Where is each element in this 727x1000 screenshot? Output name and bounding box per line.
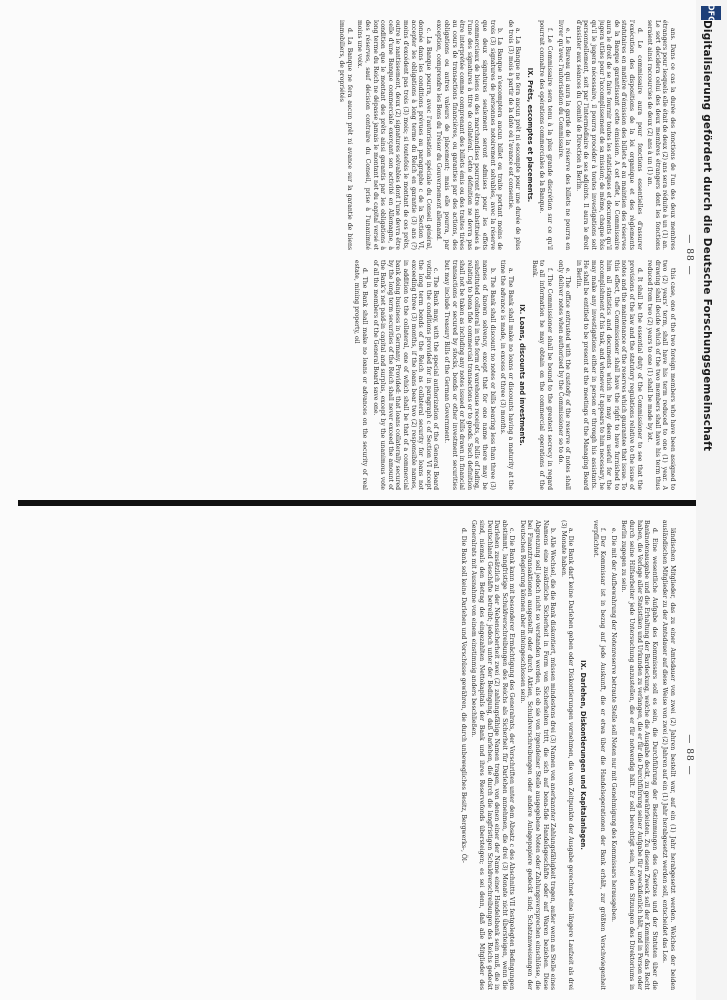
paragraph: b. La Banque n'escomptera aucun billet ou traite portant moins de trois (3) signatures de personnes notoirement solvables, avec la réserve que deux signatures seulement seront admises pour les effets commerciaux de biens ou des marchandises pourront être substituées à l'une des signatures à titre de collatéral. Cette définition ne devra pas être interprétée comme comprenant des billets émis ou des traites tirées au cours de transactions financières, ou garanties par des actions, des obligations ou autres valeurs de placement; mais elle pourra, par exception, comprendre les Bons du Trésor du Gouvernement allemand. [435, 20, 504, 250]
paragraph: d. Eine wesentliche Aufgabe des Kommissars soll es sein, die Durchführung der Bestimmungen des Gesetzes und der Statuten über die Banknotenausgabe und die Erhaltung der Bardeckung, welche die Ausgabe deckt, zu gewährleisten. Zu diesem Zweck soll der Kommissar das Recht haben, die Vorlage aller Statistiken und Urkunden zu verlangen, die er für die Durchführung seiner Aufgabe für zweckdienlich hält, und in Person oder durch seine Hilfsarbeiter jede Untersuchung anzustellen, die er für notwendig hält. Er soll berechtigt sein, bei den Sitzungen des Direktoriums in Berlin zugegen zu sein. [620, 520, 658, 990]
paragraph: f. The Commissioner shall be bound to the greatest secrecy in regard to all information he may obtain on the commercial operations of the Bank. [530, 260, 554, 490]
left-page [34, 20, 694, 490]
left-page-columns [36, 20, 676, 490]
paragraph: a. The Bank shall make no loans or discounts having a maturity at the time the advance is made, in excess of three (3) months. [499, 260, 514, 490]
paragraph: ans. Dans ce cas la durée des fonctions de l'un des deux membres étrangers pour lesquels elle était de deux (2) ans sera réduite à un (1) an. Le sort décidera celui des deux membres étrangers dont les fonctions seraient ainsi raccourcies de deux (2) ans à un (1) an. [646, 20, 676, 250]
right-page [34, 520, 694, 990]
paragraph: a. Die Bank darf keine Darlehen geben oder Diskontierungen vornehmen, die vom Zeitpunkte der Ausgabe gerechnet eine längere Laufzeit als drei (3) Monate haben. [559, 520, 575, 990]
paragraph: d. The Bank shall make no loans or advances on the security of real estate, mining property, oil [353, 260, 369, 490]
paragraph: c. La Banque pourra, avec l'autorisation spéciale du Conseil général, donnée dans les conditions prévues au paragraphe c de la Section VI, accepter les obligations à long terme du Reich en garantie (3) ans (?) moins d'excédent pas trois (3) mois; si toutefois le montant de ces prêts, outre le nantissement, deux (2) signatures solvables dont l'une devra être celle d'une Banque commerciale exerçant son activité en Allemagne, à condition que le montant des prêts ainsi garantis par les obligations à long terme du Reich ne dépasse jamais le montant net du capital versé et des réserves, sauf décision contraire du Conseil, prise à l'unanimité moins une voix. [356, 20, 432, 250]
paragraph: c. The Bank may, with the special authorization of the General Board voting in the conditions provided for in paragraph c of Section VI accept the long term bonds of the Reich as collateral security for loans not exceeding three (3) months, if the loans bear two (2) responsible names, in addition to the collateral, one of which shall be that of a commercial bank doing business in Germany. Provided: that loans collaterally secured by the long term securities of the Reich shall never exceed the amount of the Bank's net paid-in capital and surplus, except by the unanimous vote of all the members of the General Board save one. [371, 260, 440, 490]
paragraph: d. Le commissaire aura pour fonctions essentielles d'assurer l'exécution des dispositions de la loi organique et des règlements statutaires en matière d'émission des billets et au maintien des réserves de la Banque garantissant cette émission. A cet effet, le Commissaire aura le droit de se faire fournir toutes les statistiques et documents qu'il jugera utiles pour l'accomplissement de sa mission; de même, chaque fois qu'il le jugera nécessaire, il pourra procéder à toutes investigations soit personnellement, soit par l'intermédiaire de ses adjoints. Il aura le droit d'assister aux séances du Comité de Direction à Berlin. [574, 20, 643, 250]
french-column [36, 20, 676, 250]
page-number: — 88 — [684, 234, 694, 276]
book-spread [18, 0, 708, 1000]
digitization-credit: Digitalisierung gefördert durch die Deutsche Forschungsgemeinschaft [701, 20, 713, 452]
section-heading: IX. Prêts, escomptes et placements. [525, 67, 534, 203]
paragraph: f. Der Kommissar ist in bezug auf jede Auskunft, die er etwa über die Handelsoperationen der Bank erhält, zur größten Verschwiegenheit verpflichtet. [591, 520, 607, 990]
german-column [36, 520, 676, 990]
paragraph: d. La Banque ne fera aucun prêt ni avance sur la garantie de biens immobiliers, de propriétés [338, 20, 353, 250]
book-gutter [18, 500, 708, 506]
dfg-logo-icon: DFG [701, 6, 721, 20]
paragraph: d. It shall be the essential duty of the Commissioner to see that the provisions of the law and the statutory regulations relative to the issue of notes and the maintenance of the reserves which guarantee that issue. To this effect, the Commissioner shall have the right to have furnished to him all statistics and documents which he may deem useful for the accomplishment of his task, and whenever it appears to him necessary, he may make any investigations either in person or through his assistants. He shall be entitled to be present at the meetings of the Managing Board in Berlin. [574, 260, 643, 490]
english-column [36, 260, 676, 490]
paragraph: c. Die Bank kann mit besonderer Ermächtigung des Generalrats, der Vorschriften unter dem Absatz c des Abschnitts VII festgelegten Bedingungen abstimmt, langfristige Schuldverschreibungen des Reichs als Sicherheit für Darlehen annehmen, die drei (3) Monate nicht übersteigen, wenn die Darlehen zusätzlich zu der Nebensicherheit zwei (2) zahlungsfähige Namen tragen, von denen einer der Name einer Handelsbank sein muß, die in Deutschland Geschäfte betreibt; jedoch unter der Bedingung, daß Darlehen, die durch die langfristigen Schuldverschreibungen des Reichs gedeckt sind, niemals den Betrag des eingezahlten Nettokapitals der Bank und ihres Reservefonds übersteigen; es sei denn, daß alle Mitglieder des Generalrats mit Ausnahme von einem einstimmig anders beschließen. [470, 520, 516, 990]
section-heading: IX. Loans, discounts and investments. [518, 304, 527, 446]
paragraph: e. Die mit der Aufbewahrung der Notenreserve betraute Stelle soll Noten nur mit Genehmigung des Kommissars herausgeben. [609, 528, 617, 922]
paragraph: e. The office entrusted with the custody of the reserve of notes shall only deliver notes when authorized by the Commissioner so to do. [556, 260, 572, 490]
paragraph: e. Le Bureau qui aura la garde de la réserve des billets ne pourra en livrer qu'avec l'autorisation du Commissaire. [556, 20, 572, 250]
right-page-columns [36, 520, 676, 990]
section-heading: IX. Darlehen, Diskontierungen und Kapitalanlagen. [579, 660, 588, 850]
paragraph: b. Alle Wechsel, die die Bank diskontiert, müssen mindestens drei (3) Namen von anerkannter Zahlungsfähigkeit tragen, außer wenn an Stelle eines Namens eine zusätzliche Sicherheit in Form von Sicherheiten tritt, die sich auf bona-fide Handelsgeschäfte oder auf Waren beziehen. Diese Abgrenzung soll jedoch nicht so verstanden werden, als ob sie von irgendeiner Stelle ausgegebene Noten oder Zahlungsversprechen einschlösse, die bei Finanztransaktionen ausgestellt oder durch Aktien, Schuldverschreibungen oder andere Anlagepapiere gedeckt sind; Schatzanweisungen der Deutschen Regierung können aber miteingeschlossen sein. [518, 520, 557, 990]
paragraph: b. The Bank shall discount no notes or bills bearing less than three (3) names of known solvency, except that for one name there may be substituted collateral in the form of warehouse receipts, or bills of lading, relating to bona fide commercial transactions or to goods. Such definition shall not be taken as including any notes issued or bills drawn in financial transactions or secured by stocks, bonds or other investment securities but may include Treasury Bills of the German Government. [442, 260, 496, 490]
paragraph: d. Die Bank soll keine Darlehen und Vorschüsse gewähren, die durch unbewegliches Besitz, Bergwerks-, Öl- [459, 528, 467, 863]
paragraph: this case, one of the two foreign members who have been assigned to two (2) years' term, shall have his term reduced to one (1) year. A drawing shall decide which of the two members shall have his term thus reduced from two (2) years to one (1) shall be made by lot. [646, 260, 676, 490]
paragraph: a. La Banque ne fera aucun prêt ni escompte pour une durée de plus de trois (3) mois à partir de la date où l'avance est consentie. [506, 20, 522, 250]
page-number: — 88 — [684, 734, 694, 776]
paragraph: ländischen Mitglieder, das zu einer Amtsdauer von zwei (2) Jahren bestellt war, auf ein (1) Jahr herabgesetzt werden. Welches der beiden ausländischen Mitglieder zu der Amtsdauer auf diese Weise von zwei (2) Jahren auf ein (1) Jahr herabgesetzt werden soll, entscheidet das Los. [661, 520, 676, 990]
paragraph: f. Le Commissaire sera tenu à la plus grande discrétion sur ce qu'il pourrait connaître des opérations commerciales de la Banque. [538, 20, 554, 250]
